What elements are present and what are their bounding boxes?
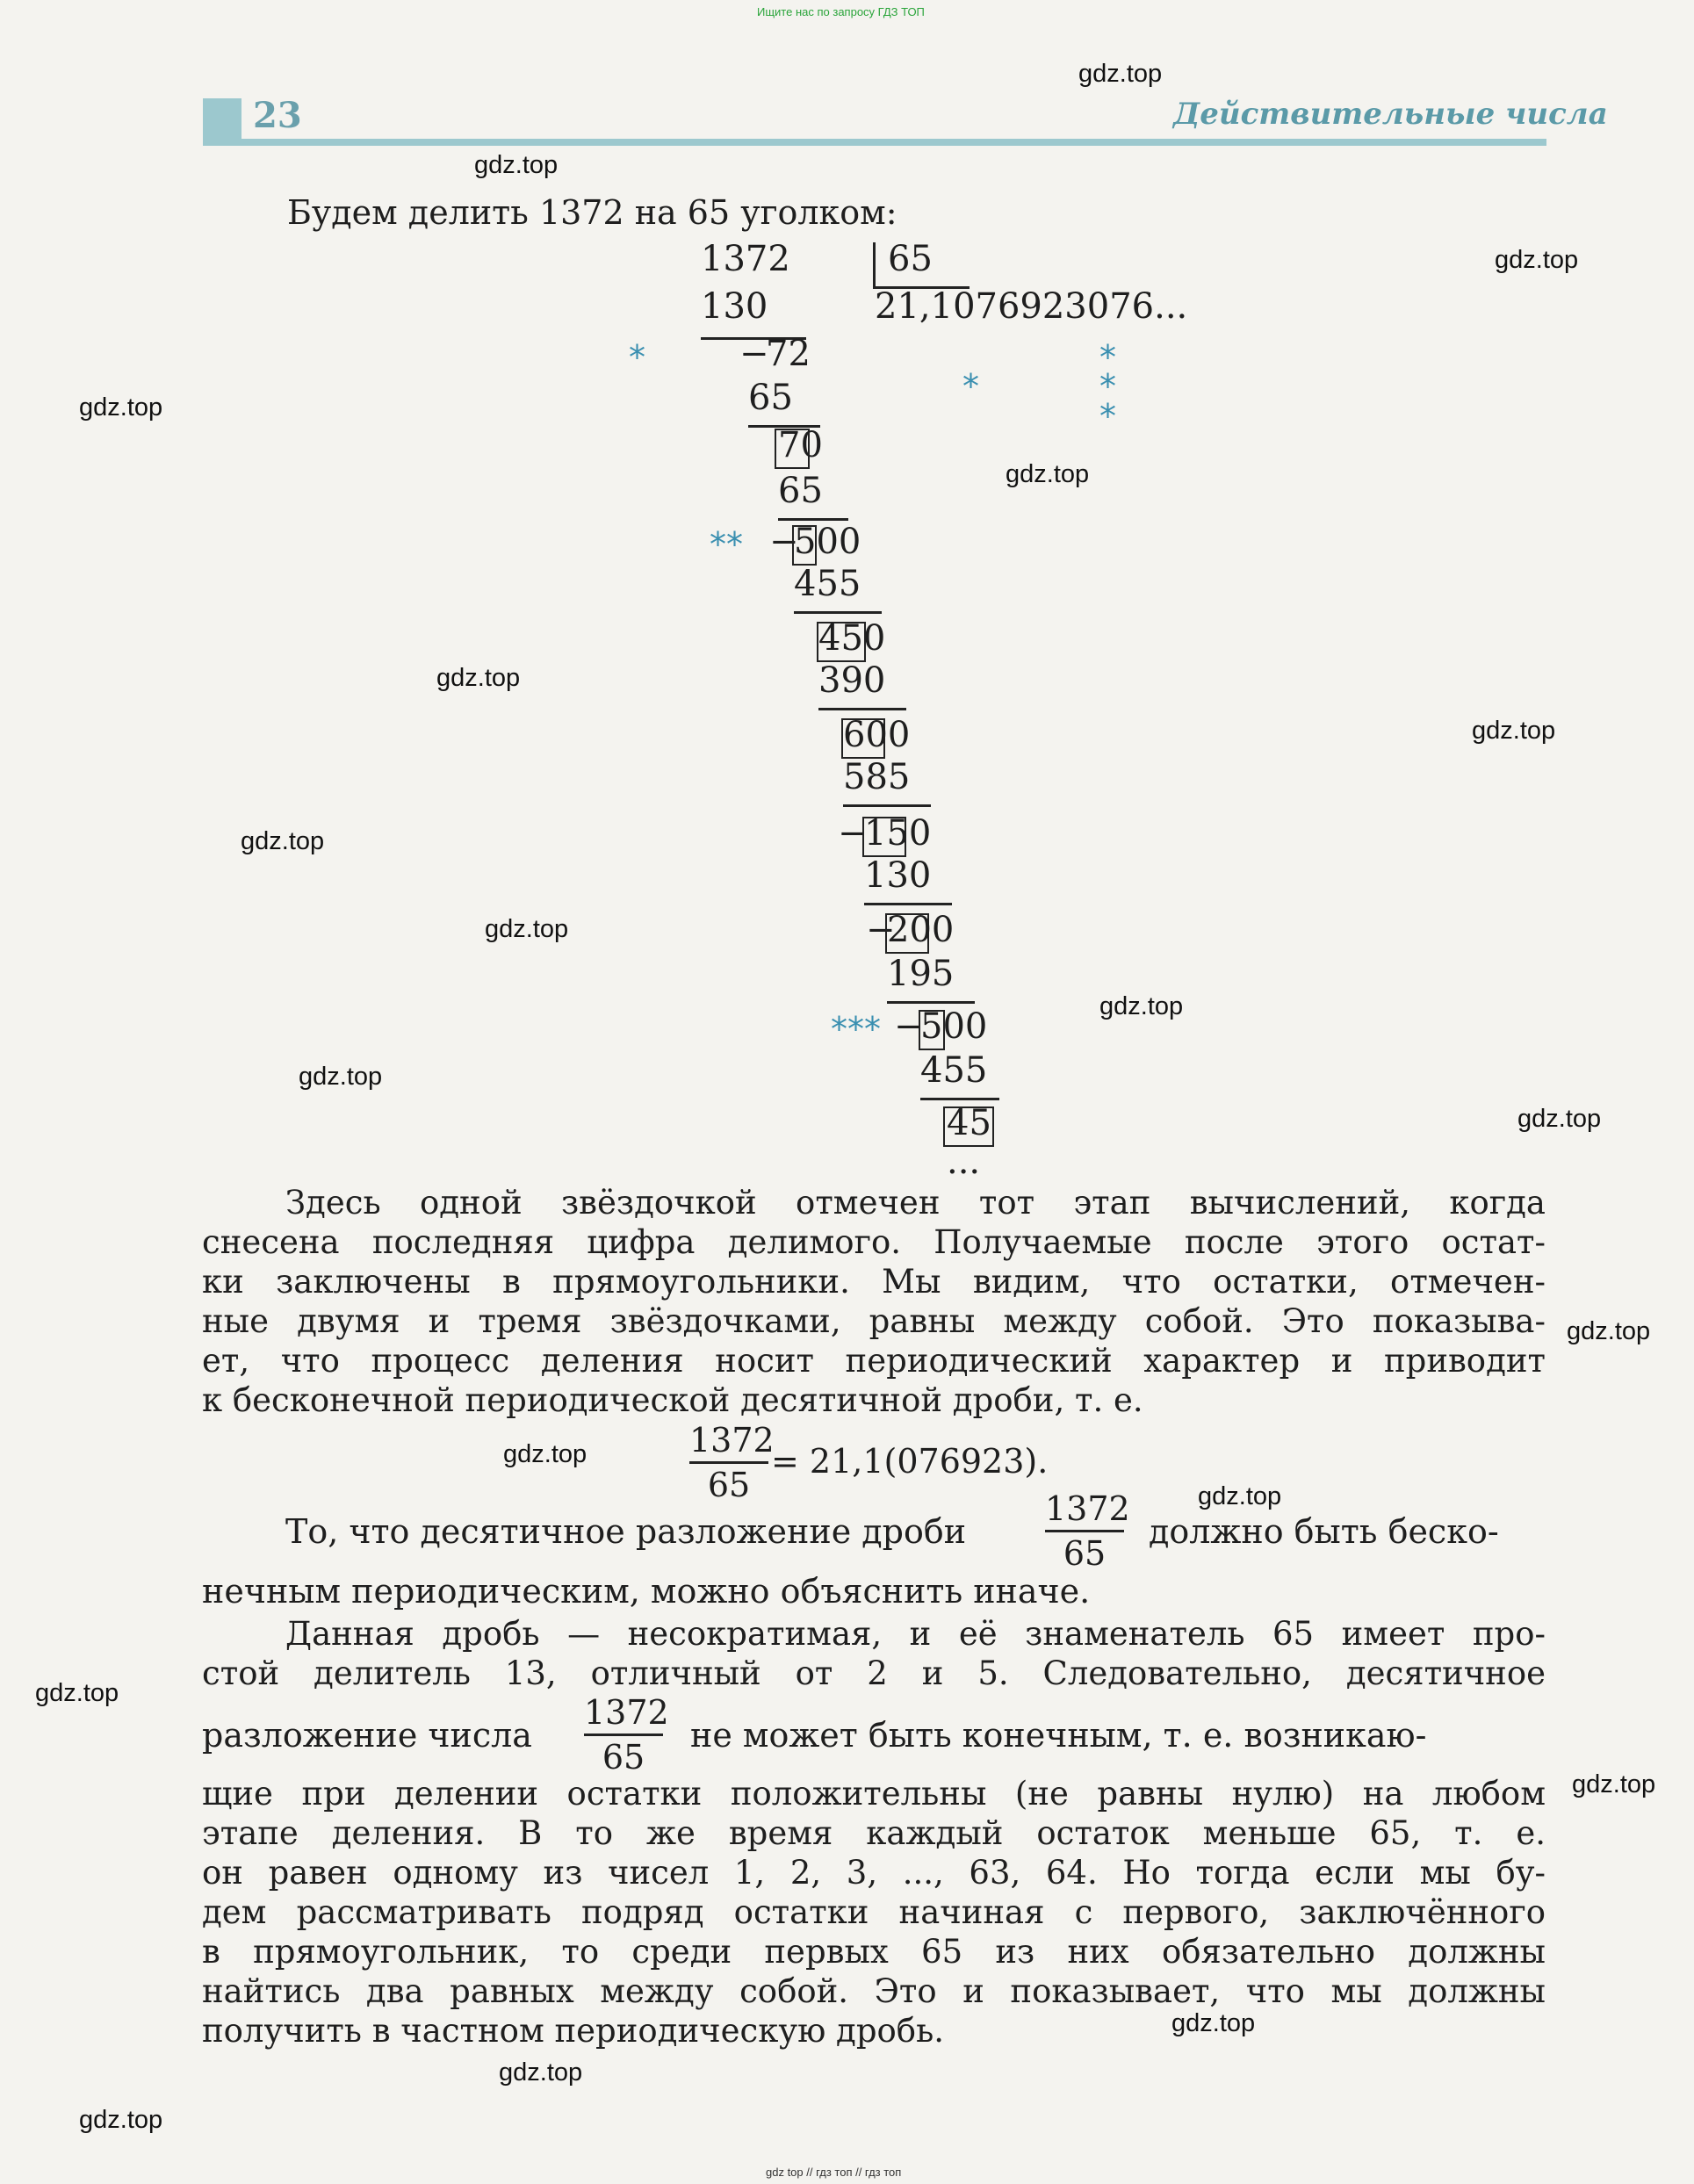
text-line: ки заключены в прямоугольники. Мы видим, что остатки, отмечен- [202,1263,1546,1301]
text-line: найтись два равных между собой. Это и показывает, что мы должны [202,1972,1546,2010]
paragraph-2-line-1a: То, что десятичное разложение дроби [285,1512,967,1551]
text-line: снесена последняя цифра делимого. Получаемые после этого остат- [202,1223,1546,1261]
step-remainder: 150 [864,813,932,854]
fraction-denominator: 65 [707,1466,751,1504]
step-subtrahend: 130 [864,855,932,896]
watermark: gdz.top [1517,1105,1602,1133]
paragraph-3-rest [202,1774,1546,2051]
watermark: gdz.top [485,915,569,943]
step-remainder: 72 [766,334,811,374]
fraction-bar [689,1461,768,1464]
step-remainder: 45 [947,1103,991,1143]
inline-fraction [1045,1489,1130,1573]
step-subtrahend: 65 [748,378,793,418]
quotient-star: * [1099,397,1116,436]
watermark: gdz.top [436,664,521,692]
formula-fraction [689,1421,775,1504]
minus-sign: − [739,334,769,374]
fraction-bar [1045,1530,1124,1532]
text-line: получить в частном периодическую дробь. [202,2012,944,2050]
intro-text: Будем делить 1372 на 65 уголком: [287,193,897,232]
text-line: щие при делении остатки положительны (не равны нулю) на любом [202,1775,1546,1813]
watermark: gdz.top [299,1063,383,1091]
watermark: gdz.top [241,827,325,855]
header-accent-block [203,98,241,144]
step-subtrahend: 455 [920,1050,988,1091]
top-search-hint[interactable]: Ищите нас по запросу ГДЗ ТОП [757,5,925,18]
watermark: gdz.top [1171,2009,1256,2037]
watermark: gdz.top [35,1679,119,1707]
watermark: gdz.top [474,151,559,179]
step-line [887,1001,975,1004]
text-line: он равен одному из чисел 1, 2, 3, ..., 63, 64. Но тогда если мы бу- [202,1854,1546,1892]
paragraph-3-line-3a: разложение числа [202,1716,532,1755]
step-line [920,1098,999,1100]
watermark: gdz.top [1198,1482,1282,1510]
quotient-star: * [1099,367,1116,406]
step-subtrahend: 195 [887,954,955,994]
quotient: 21,1076923076... [875,286,1188,327]
paragraph-2-line-1b: должно быть беско- [1149,1512,1499,1551]
step-remainder: 70 [778,425,823,465]
fraction-numerator: 1372 [1045,1489,1130,1528]
watermark: gdz.top [503,1440,587,1468]
star-marker-1: * [629,338,645,377]
watermark: gdz.top [1472,717,1556,745]
dividend: 1372 [701,239,790,279]
text-line: ет, что процесс деления носит периодический характер и приводит [202,1342,1546,1380]
step-remainder: 200 [887,910,955,950]
watermark: gdz.top [1567,1317,1651,1345]
fraction-numerator: 1372 [689,1421,775,1460]
text-line: этапе деления. В то же время каждый остаток меньше 65, т. е. [202,1814,1546,1852]
quotient-star: * [1099,338,1116,377]
step-remainder: 500 [794,522,861,562]
minus-sign: − [769,522,799,562]
step-remainder: 600 [843,715,911,755]
step-line [818,708,906,710]
step-line [778,518,848,521]
watermark: gdz.top [499,2058,583,2087]
minus-sign: − [894,1006,924,1047]
step-subtrahend: 455 [794,564,861,604]
watermark: gdz.top [79,2106,163,2134]
minus-sign: − [838,813,868,854]
paragraph-3-head [202,1614,1546,1693]
inline-fraction [584,1693,669,1777]
step-line [864,903,952,905]
paragraph-1 [202,1183,1546,1420]
text-line: к бесконечной периодической десятичной дроби, т. е. [202,1381,1143,1419]
section-title: Действительные числа [1173,97,1608,132]
text-line: Здесь одной звёздочкой отмечен тот этап вычислений, когда [285,1184,1546,1222]
fraction-denominator: 65 [1063,1534,1107,1573]
minus-sign: − [866,910,896,950]
watermark: gdz.top [1572,1770,1656,1798]
page-number: 23 [253,95,302,136]
watermark: gdz.top [1495,246,1579,274]
fraction-numerator: 1372 [584,1693,669,1732]
paragraph-2-line-2: нечным периодическим, можно объяснить иначе. [202,1572,1091,1611]
watermark: gdz.top [1099,992,1184,1020]
fraction-denominator: 65 [602,1738,645,1777]
watermark: gdz.top [1078,60,1163,88]
watermark: gdz.top [1006,460,1090,488]
divisor: 65 [888,239,933,279]
bottom-links[interactable]: gdz top // гдз топ // гдз топ [766,2166,902,2179]
fraction-bar [584,1734,663,1736]
step-subtrahend: 390 [818,660,886,701]
watermark: gdz.top [79,393,163,422]
step-line [843,804,931,807]
step-subtrahend: 130 [701,286,768,327]
step-remainder: 500 [920,1006,988,1047]
text-line: Данная дробь — несократимая, и её знаменатель 65 имеет про- [285,1615,1546,1653]
division-bar-vertical [873,242,876,288]
step-subtrahend: 585 [843,757,911,797]
formula-result: = 21,1(076923). [771,1442,1049,1481]
step-line [794,611,882,614]
step-remainder: 450 [818,618,886,659]
step-subtrahend: 65 [778,471,823,511]
ellipsis: ... [947,1142,981,1182]
header-rule [203,139,1546,146]
text-line: стой делитель 13, отличный от 2 и 5. Следовательно, десятичное [202,1654,1546,1692]
text-line: в прямоугольник, то среди первых 65 из них обязательно должны [202,1933,1546,1971]
text-line: ные двумя и тремя звёздочками, равны между собой. Это показыва- [202,1302,1546,1340]
text-line: дем рассматривать подряд остатки начиная с первого, заключённого [202,1893,1546,1931]
paragraph-3-line-3b: не может быть конечным, т. е. возникаю- [690,1716,1427,1755]
star-marker-2: ** [710,525,743,564]
quotient-star: * [962,367,979,406]
star-marker-3: *** [831,1010,881,1049]
